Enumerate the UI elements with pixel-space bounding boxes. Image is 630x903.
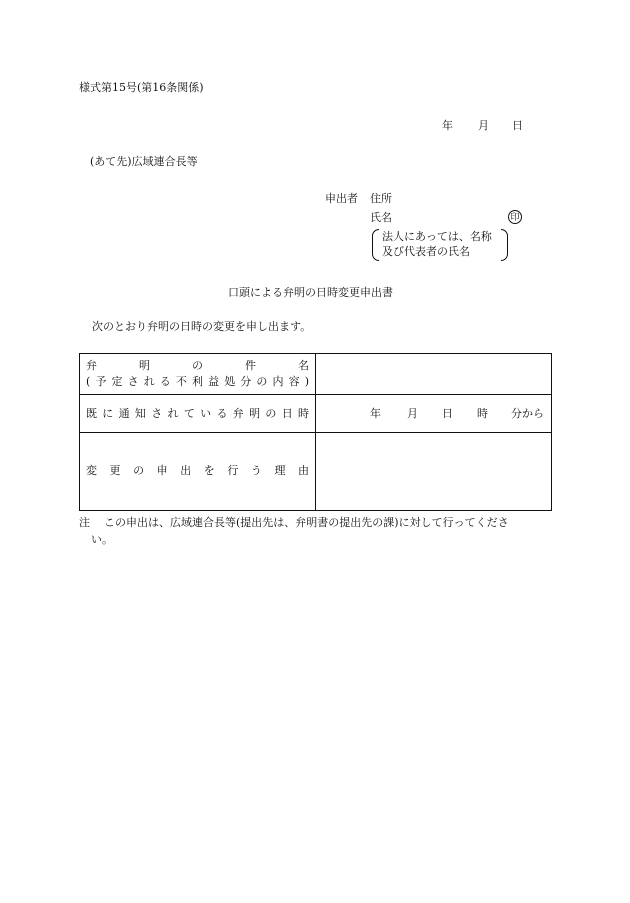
reason-label: 変更の申出を行う理由 bbox=[86, 464, 309, 477]
address-label: 住所 bbox=[370, 192, 392, 205]
applicant-label: 申出者 bbox=[325, 192, 358, 205]
note-mark: 注 bbox=[79, 516, 90, 529]
corporation-note-line2: 及び代表者の氏名 bbox=[382, 245, 470, 258]
subject-sublabel: (予定される不利益処分の内容) bbox=[86, 375, 309, 388]
addressee: (あて先)広域連合長等 bbox=[90, 155, 198, 168]
left-paren-icon bbox=[372, 229, 379, 261]
name-label: 氏名 bbox=[370, 211, 392, 224]
notified-day-label: 日 bbox=[442, 407, 453, 420]
notified-minute-from-label: 分から bbox=[511, 407, 544, 420]
notified-month-label: 月 bbox=[407, 407, 418, 420]
form-number: 様式第15号(第16条関係) bbox=[79, 81, 204, 94]
note-line1: この申出は、広域連合長等(提出先は、弁明書の提出先の課)に対して行ってくださ bbox=[104, 516, 509, 529]
seal-mark-icon: 印 bbox=[508, 210, 522, 224]
intro-text: 次のとおり弁明の日時の変更を申し出ます。 bbox=[92, 320, 312, 333]
corporation-note-line1: 法人にあっては、名称 bbox=[382, 230, 492, 243]
notified-year-label: 年 bbox=[370, 407, 381, 420]
corporation-note bbox=[372, 229, 508, 261]
date-day-label: 日 bbox=[512, 119, 523, 132]
notified-datetime-label: 既に通知されている弁明の日時 bbox=[86, 407, 309, 420]
form-table bbox=[79, 353, 552, 511]
note-line2: い。 bbox=[91, 533, 113, 546]
table-divider bbox=[315, 354, 316, 510]
right-paren-icon bbox=[501, 229, 508, 261]
document-title: 口頭による弁明の日時変更申出書 bbox=[228, 286, 393, 299]
date-year-label: 年 bbox=[442, 119, 453, 132]
notified-hour-label: 時 bbox=[477, 407, 488, 420]
subject-label: 弁明の件名 bbox=[86, 359, 309, 372]
date-month-label: 月 bbox=[478, 119, 489, 132]
